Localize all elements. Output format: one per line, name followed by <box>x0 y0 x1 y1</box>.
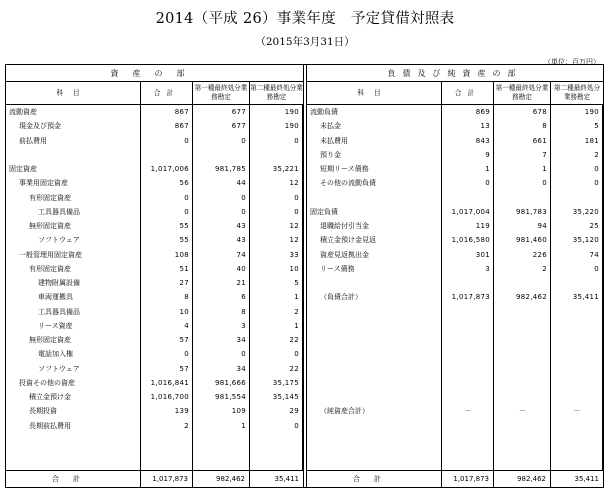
type2-value <box>551 305 603 319</box>
account-name: （負債合計） <box>320 293 362 302</box>
liabilities-section-header: 負債及び純資産の部 <box>307 65 603 82</box>
account-name: 長期前払費用 <box>29 421 71 430</box>
table-row <box>6 347 303 361</box>
table-row <box>6 362 303 376</box>
table-row <box>6 134 303 148</box>
table-row <box>307 134 603 148</box>
total-type1: 982,462 <box>494 471 551 487</box>
type1-value: 74 <box>236 250 246 259</box>
account-name: 有形固定資産 <box>29 264 71 273</box>
type2-value: 5 <box>594 122 599 131</box>
type2-value: 25 <box>589 222 599 230</box>
type1-value: 981,666 <box>214 378 246 387</box>
type2-value: 0 <box>294 193 299 202</box>
type2-value: 22 <box>289 364 299 373</box>
type2-value: 0 <box>594 264 599 273</box>
assets-section-header: 資産の部 <box>6 65 303 82</box>
type2-value: － <box>573 407 581 416</box>
account-name: 流動資産 <box>9 108 37 116</box>
type1-value <box>494 333 551 347</box>
table-row <box>307 305 603 319</box>
type1-value: 34 <box>236 364 246 373</box>
table-row <box>6 333 303 347</box>
table-row <box>6 248 303 262</box>
total-value: － <box>464 407 472 416</box>
type1-value: 3 <box>241 321 246 330</box>
type1-value <box>494 362 551 376</box>
type1-value: 0 <box>542 179 547 188</box>
total-value: 1,016,841 <box>150 378 189 387</box>
total-type2: 35,411 <box>274 475 299 483</box>
type2-value: 190 <box>284 108 299 116</box>
type2-value: 2 <box>594 150 599 159</box>
total-value: 0 <box>184 136 189 145</box>
balance-date: （2015年3月31日） <box>255 36 355 48</box>
account-name: リース債務 <box>320 264 355 273</box>
col-header-type1: 第一種最終処分業務勘定 <box>193 82 250 104</box>
balance-sheet-table <box>5 64 604 488</box>
type1-value: 678 <box>532 108 547 116</box>
total-value: 3 <box>485 264 490 273</box>
type1-value: 981,785 <box>214 165 246 173</box>
table-row <box>307 119 603 133</box>
total-value <box>442 362 494 376</box>
assets-column-headers <box>6 82 303 105</box>
page-title: 2014（平成 26）事業年度 予定貸借対照表 <box>155 11 455 27</box>
type1-value <box>494 390 551 404</box>
table-row <box>307 404 603 418</box>
table-row <box>6 319 303 333</box>
type2-value <box>551 319 603 333</box>
type2-value: 22 <box>289 336 299 344</box>
liabilities-total-row <box>307 470 603 487</box>
account-name: 未払金 <box>320 122 341 131</box>
type2-value: 0 <box>594 179 599 188</box>
type2-value: 190 <box>284 122 299 131</box>
type1-value: 226 <box>532 250 547 259</box>
total-value <box>442 333 494 347</box>
table-row <box>6 276 303 290</box>
type1-value: 7 <box>542 150 547 159</box>
account-name: 資産見返拠出金 <box>320 250 369 259</box>
table-row <box>6 404 303 418</box>
total-value: 1,016,700 <box>150 393 189 401</box>
type1-value: 8 <box>241 307 246 316</box>
type2-value: 0 <box>294 136 299 145</box>
type2-value: 190 <box>584 108 599 116</box>
total-value <box>442 376 494 390</box>
account-name: 工具器具備品 <box>38 207 80 216</box>
type2-value: 12 <box>289 222 299 230</box>
account-name: 無形固定資産 <box>29 222 71 230</box>
account-name: 流動負債 <box>310 108 338 116</box>
total-value: 0 <box>485 179 490 188</box>
type1-value: 1 <box>241 421 246 430</box>
account-name: 一般管理用固定資産 <box>19 250 82 259</box>
type2-value: 1 <box>294 321 299 330</box>
unit-label: （単位：百万円） <box>544 58 600 66</box>
table-row <box>307 276 603 290</box>
col-header-account: 科目 <box>6 82 141 104</box>
account-name: その他の流動負債 <box>320 179 376 188</box>
total-value: 869 <box>475 108 490 116</box>
total-value: 867 <box>174 108 189 116</box>
col-header-type2: 第二種最終処分業務勘定 <box>553 84 601 101</box>
type1-value <box>494 347 551 361</box>
account-name <box>307 347 442 361</box>
type1-value <box>494 276 551 290</box>
total-label: 合計 <box>307 471 442 487</box>
type2-value: 35,220 <box>572 207 599 216</box>
total-value: 1 <box>485 165 490 173</box>
account-name <box>307 362 442 376</box>
col-header-type2: 第二種最終処分業務勘定 <box>250 84 303 101</box>
type1-value: 661 <box>532 136 547 145</box>
liabilities-body <box>307 105 603 487</box>
account-name: （純資産合計） <box>320 407 369 416</box>
total-value: 57 <box>179 336 189 344</box>
table-row <box>307 233 603 247</box>
type2-value: 29 <box>289 407 299 416</box>
total-value: 0 <box>184 350 189 359</box>
account-name: 固定資産 <box>9 165 37 173</box>
type2-value: 0 <box>294 421 299 430</box>
type2-value: 74 <box>589 250 599 259</box>
account-name: 工具器具備品 <box>38 307 80 316</box>
table-row <box>6 419 303 433</box>
account-name: 退職給付引当金 <box>320 222 369 230</box>
account-name: 電話加入権 <box>38 350 73 359</box>
type1-value <box>193 148 250 162</box>
type2-value <box>551 390 603 404</box>
type2-value: 181 <box>584 136 599 145</box>
account-name: 積立金預け金 <box>29 393 71 401</box>
table-row <box>6 148 303 162</box>
account-name: 投資その他の資産 <box>19 378 75 387</box>
type2-value: 0 <box>294 350 299 359</box>
type1-value: 44 <box>236 179 246 188</box>
total-value <box>442 191 494 205</box>
type2-value: 33 <box>289 250 299 259</box>
account-name: 現金及び預金 <box>19 122 61 131</box>
account-name <box>307 376 442 390</box>
total-value <box>442 276 494 290</box>
total-value: 2 <box>184 421 189 430</box>
account-name: 未払費用 <box>320 136 348 145</box>
table-row <box>6 305 303 319</box>
account-name <box>307 319 442 333</box>
table-row <box>307 219 603 233</box>
assets-total-row <box>6 470 303 487</box>
type1-value: 0 <box>241 193 246 202</box>
account-name: 無形固定資産 <box>29 336 71 344</box>
col-header-account: 科目 <box>307 82 442 104</box>
type1-value: 0 <box>241 207 246 216</box>
type1-value: 982,462 <box>515 293 547 302</box>
table-row <box>6 219 303 233</box>
table-row <box>6 390 303 404</box>
account-name: 預り金 <box>320 150 341 159</box>
account-name <box>307 305 442 319</box>
total-value: 13 <box>480 122 490 131</box>
table-row <box>6 233 303 247</box>
account-name: 長期投資 <box>29 407 57 416</box>
table-row <box>307 333 603 347</box>
total-value: 0 <box>184 193 189 202</box>
total-value: 1,017,873 <box>141 471 193 487</box>
type1-value: － <box>518 407 527 416</box>
type1-value: 677 <box>231 122 246 131</box>
total-value: 0 <box>184 207 189 216</box>
table-row <box>307 148 603 162</box>
type2-value: 35,411 <box>572 293 599 302</box>
account-name <box>307 333 442 347</box>
account-name: 事業用固定資産 <box>19 179 68 188</box>
account-name: 有形固定資産 <box>29 193 71 202</box>
total-value: 55 <box>179 236 189 245</box>
table-row <box>307 262 603 276</box>
account-name <box>307 191 442 205</box>
account-name <box>307 276 442 290</box>
total-value: 57 <box>179 364 189 373</box>
account-name <box>6 148 141 162</box>
total-value: 119 <box>475 222 490 230</box>
total-value <box>442 319 494 333</box>
total-value: 301 <box>475 250 490 259</box>
total-value <box>141 148 193 162</box>
table-row <box>307 162 603 176</box>
liabilities-section <box>306 65 603 487</box>
account-name: 短期リース債務 <box>320 165 369 173</box>
type2-value: 5 <box>294 279 299 287</box>
total-value: 139 <box>174 407 189 416</box>
account-name: ソフトウェア <box>38 364 80 373</box>
total-value: 56 <box>179 179 189 188</box>
type2-value: 35,221 <box>272 165 299 173</box>
total-type2: 35,411 <box>574 475 599 483</box>
type1-value: 981,783 <box>515 207 547 216</box>
type1-value: 94 <box>537 222 547 230</box>
table-row <box>307 290 603 304</box>
type2-value <box>551 362 603 376</box>
type1-value <box>494 305 551 319</box>
type2-value: 10 <box>289 264 299 273</box>
liabilities-column-headers <box>307 82 603 105</box>
type1-value: 981,460 <box>515 236 547 245</box>
type2-value: 0 <box>594 165 599 173</box>
type1-value <box>494 376 551 390</box>
type1-value: 677 <box>231 108 246 116</box>
total-value: 4 <box>184 321 189 330</box>
type1-value: 0 <box>241 350 246 359</box>
type1-value: 43 <box>236 222 246 230</box>
total-value: 108 <box>174 250 189 259</box>
table-row <box>307 319 603 333</box>
type1-value: 2 <box>542 264 547 273</box>
assets-body <box>6 105 303 487</box>
table-row <box>6 262 303 276</box>
total-type1: 982,462 <box>193 471 250 487</box>
account-name: 建物附属設備 <box>38 279 80 287</box>
total-value: 9 <box>485 150 490 159</box>
type2-value: 1 <box>294 293 299 302</box>
account-name: 前払費用 <box>19 136 47 145</box>
type1-value: 8 <box>542 122 547 131</box>
type2-value <box>551 376 603 390</box>
type1-value: 6 <box>241 293 246 302</box>
type2-value <box>250 148 303 162</box>
type2-value <box>551 191 603 205</box>
col-header-total: 合計 <box>141 82 193 104</box>
type1-value <box>494 191 551 205</box>
type1-value: 40 <box>236 264 246 273</box>
account-name: ソフトウェア <box>38 236 80 245</box>
total-value: 27 <box>179 279 189 287</box>
total-value: 1,017,873 <box>442 471 494 487</box>
table-row <box>307 105 603 119</box>
col-header-type1: 第一種最終処分業務勘定 <box>494 82 551 104</box>
type1-value: 0 <box>241 136 246 145</box>
table-row <box>6 162 303 176</box>
table-row <box>307 347 603 361</box>
total-value: 1,017,006 <box>150 165 189 173</box>
total-value: 1,017,873 <box>451 293 490 302</box>
account-name <box>307 390 442 404</box>
total-value: 1,017,004 <box>451 207 490 216</box>
table-row <box>6 205 303 219</box>
liabilities-rows <box>307 105 603 419</box>
total-value: 51 <box>179 264 189 273</box>
type2-value: 35,145 <box>272 393 299 401</box>
total-value <box>442 305 494 319</box>
total-value: 1,016,580 <box>451 236 490 245</box>
table-row <box>6 191 303 205</box>
table-row <box>307 191 603 205</box>
table-row <box>307 176 603 190</box>
table-row <box>307 362 603 376</box>
account-name: リース資産 <box>38 321 73 330</box>
type1-value: 34 <box>236 336 246 344</box>
table-row <box>307 205 603 219</box>
total-value <box>442 390 494 404</box>
type1-value: 43 <box>236 236 246 245</box>
type2-value <box>551 333 603 347</box>
type1-value: 981,554 <box>214 393 246 401</box>
table-row <box>6 105 303 119</box>
col-header-total: 合計 <box>442 82 494 104</box>
account-name: 固定負債 <box>310 207 338 216</box>
assets-section <box>6 65 304 487</box>
account-name: 積立金預け金見返 <box>320 236 376 245</box>
type1-value: 109 <box>231 407 246 416</box>
table-row <box>6 376 303 390</box>
total-value: 10 <box>179 307 189 316</box>
type1-value: 1 <box>542 165 547 173</box>
total-value: 867 <box>174 122 189 131</box>
total-value <box>442 347 494 361</box>
account-name: 車両運搬具 <box>38 293 73 302</box>
type2-value: 35,175 <box>272 378 299 387</box>
type2-value <box>551 347 603 361</box>
type1-value: 21 <box>236 279 246 287</box>
table-row <box>6 119 303 133</box>
type1-value <box>494 319 551 333</box>
total-value: 55 <box>179 222 189 230</box>
total-value: 843 <box>475 136 490 145</box>
assets-rows <box>6 105 303 433</box>
table-row <box>307 376 603 390</box>
table-row <box>6 176 303 190</box>
type2-value <box>551 276 603 290</box>
type2-value: 12 <box>289 236 299 245</box>
total-value: 8 <box>184 293 189 302</box>
type2-value: 2 <box>294 307 299 316</box>
table-row <box>6 290 303 304</box>
type2-value: 0 <box>294 207 299 216</box>
table-row <box>307 248 603 262</box>
type2-value: 35,120 <box>572 236 599 245</box>
total-label: 合計 <box>6 471 141 487</box>
type2-value: 12 <box>289 179 299 188</box>
table-row <box>307 390 603 404</box>
